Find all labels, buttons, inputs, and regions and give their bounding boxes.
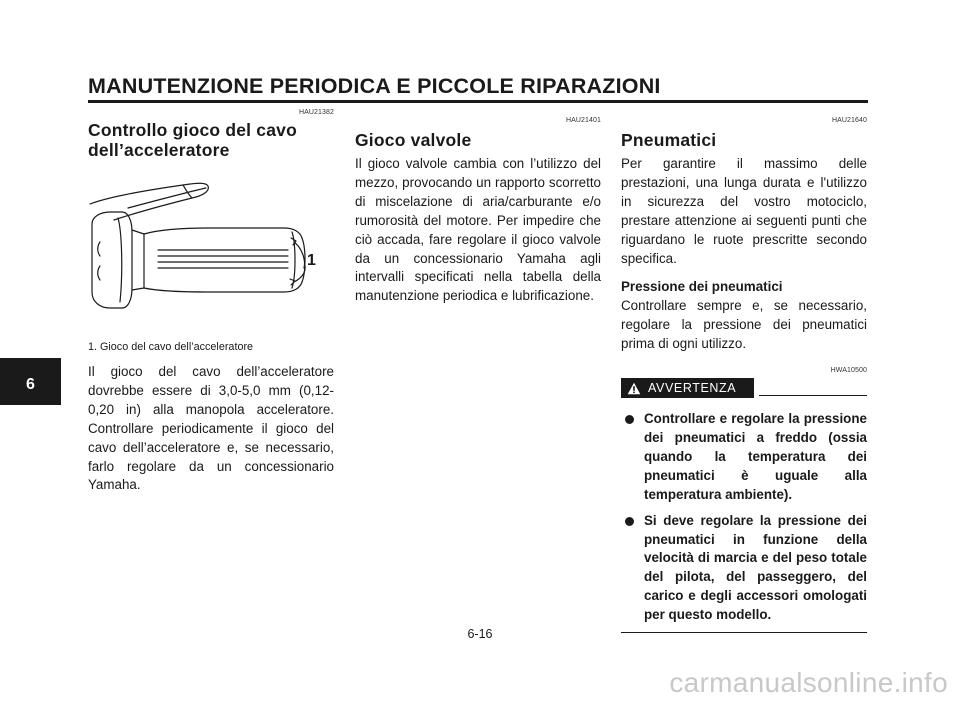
throttle-grip-figure xyxy=(88,172,334,322)
column-throttle-cable xyxy=(88,108,334,495)
callout-number: 1 xyxy=(307,252,316,269)
warning-badge xyxy=(621,378,754,398)
section-code: HAU21640 xyxy=(831,117,867,124)
page-number: 6-16 xyxy=(467,627,493,641)
section-code: HAU21382 xyxy=(298,109,334,116)
figure-caption: 1. Gioco del cavo dell’acceleratore xyxy=(88,341,254,353)
column-valve-clearance xyxy=(355,108,601,306)
throttle-grip-illustration xyxy=(88,172,334,322)
warning-item-text: Si deve regolare la pressione dei pneumatici in funzione della velocità di marcia e del peso totale del pilota, del passeggero, del carico e degli accessori omologati per questo modello. xyxy=(644,512,867,623)
page-header: MANUTENZIONE PERIODICA E PICCOLE RIPARAZIONI xyxy=(88,74,868,103)
tires-intro-text: Per garantire il massimo delle prestazioni, una lunga durata e l'utilizzo in sicurezza del vostro motociclo, prestare attenzione ai seguenti punti che riguardano le ruote prescritte secondo specifica. xyxy=(621,156,867,266)
tire-pressure-text: Controllare sempre e, se necessario, regolare la pressione dei pneumatici prima di ogni utilizzo. xyxy=(621,298,867,352)
tire-pressure-subheading: Pressione dei pneumatici xyxy=(621,279,783,295)
throttle-cable-text: Il gioco del cavo dell’acceleratore dovrebbe essere di 3,0-5,0 mm (0,12-0,20 in) alla manopola acceleratore. Controllare periodicamente il gioco del cavo dell’acceleratore e, se necessario, farlo regolare da un concessionario Yamaha. xyxy=(88,364,334,493)
column-tires xyxy=(621,108,867,633)
warning-item xyxy=(621,512,867,625)
warning-label: AVVERTENZA xyxy=(648,381,737,396)
warning-triangle-icon xyxy=(627,382,641,395)
warning-header xyxy=(621,378,867,400)
section-title-valves: Gioco valvole xyxy=(355,130,472,150)
bullet-icon xyxy=(625,517,634,526)
valve-clearance-text: Il gioco valvole cambia con l’utilizzo del mezzo, provocando un rapporto scorretto di miscelazione di aria/carburante e/o rumorosità del motore. Per impedire che ciò accada, fare regolare il gioco valvole da un concessionario Yamaha agli intervalli specificati nella tabella della manutenzione periodica e lubrificazione. xyxy=(355,156,601,304)
section-title-throttle: Controllo gioco del cavo dell’acceleratore xyxy=(88,120,297,160)
bullet-icon xyxy=(625,415,634,424)
warning-item-text: Controllare e regolare la pressione dei pneumatici a freddo (ossia quando la temperatura dei pneumatici è uguale alla temperatura ambiente). xyxy=(644,411,867,502)
warning-rule xyxy=(759,395,867,396)
watermark: carmanualsonline.info xyxy=(669,667,948,698)
chapter-tab: 6 xyxy=(0,358,61,405)
section-code: HAU21401 xyxy=(565,117,601,124)
warning-code: HWA10500 xyxy=(830,367,867,375)
warning-list xyxy=(621,410,867,625)
warning-item xyxy=(621,410,867,505)
section-title-tires: Pneumatici xyxy=(621,130,717,150)
